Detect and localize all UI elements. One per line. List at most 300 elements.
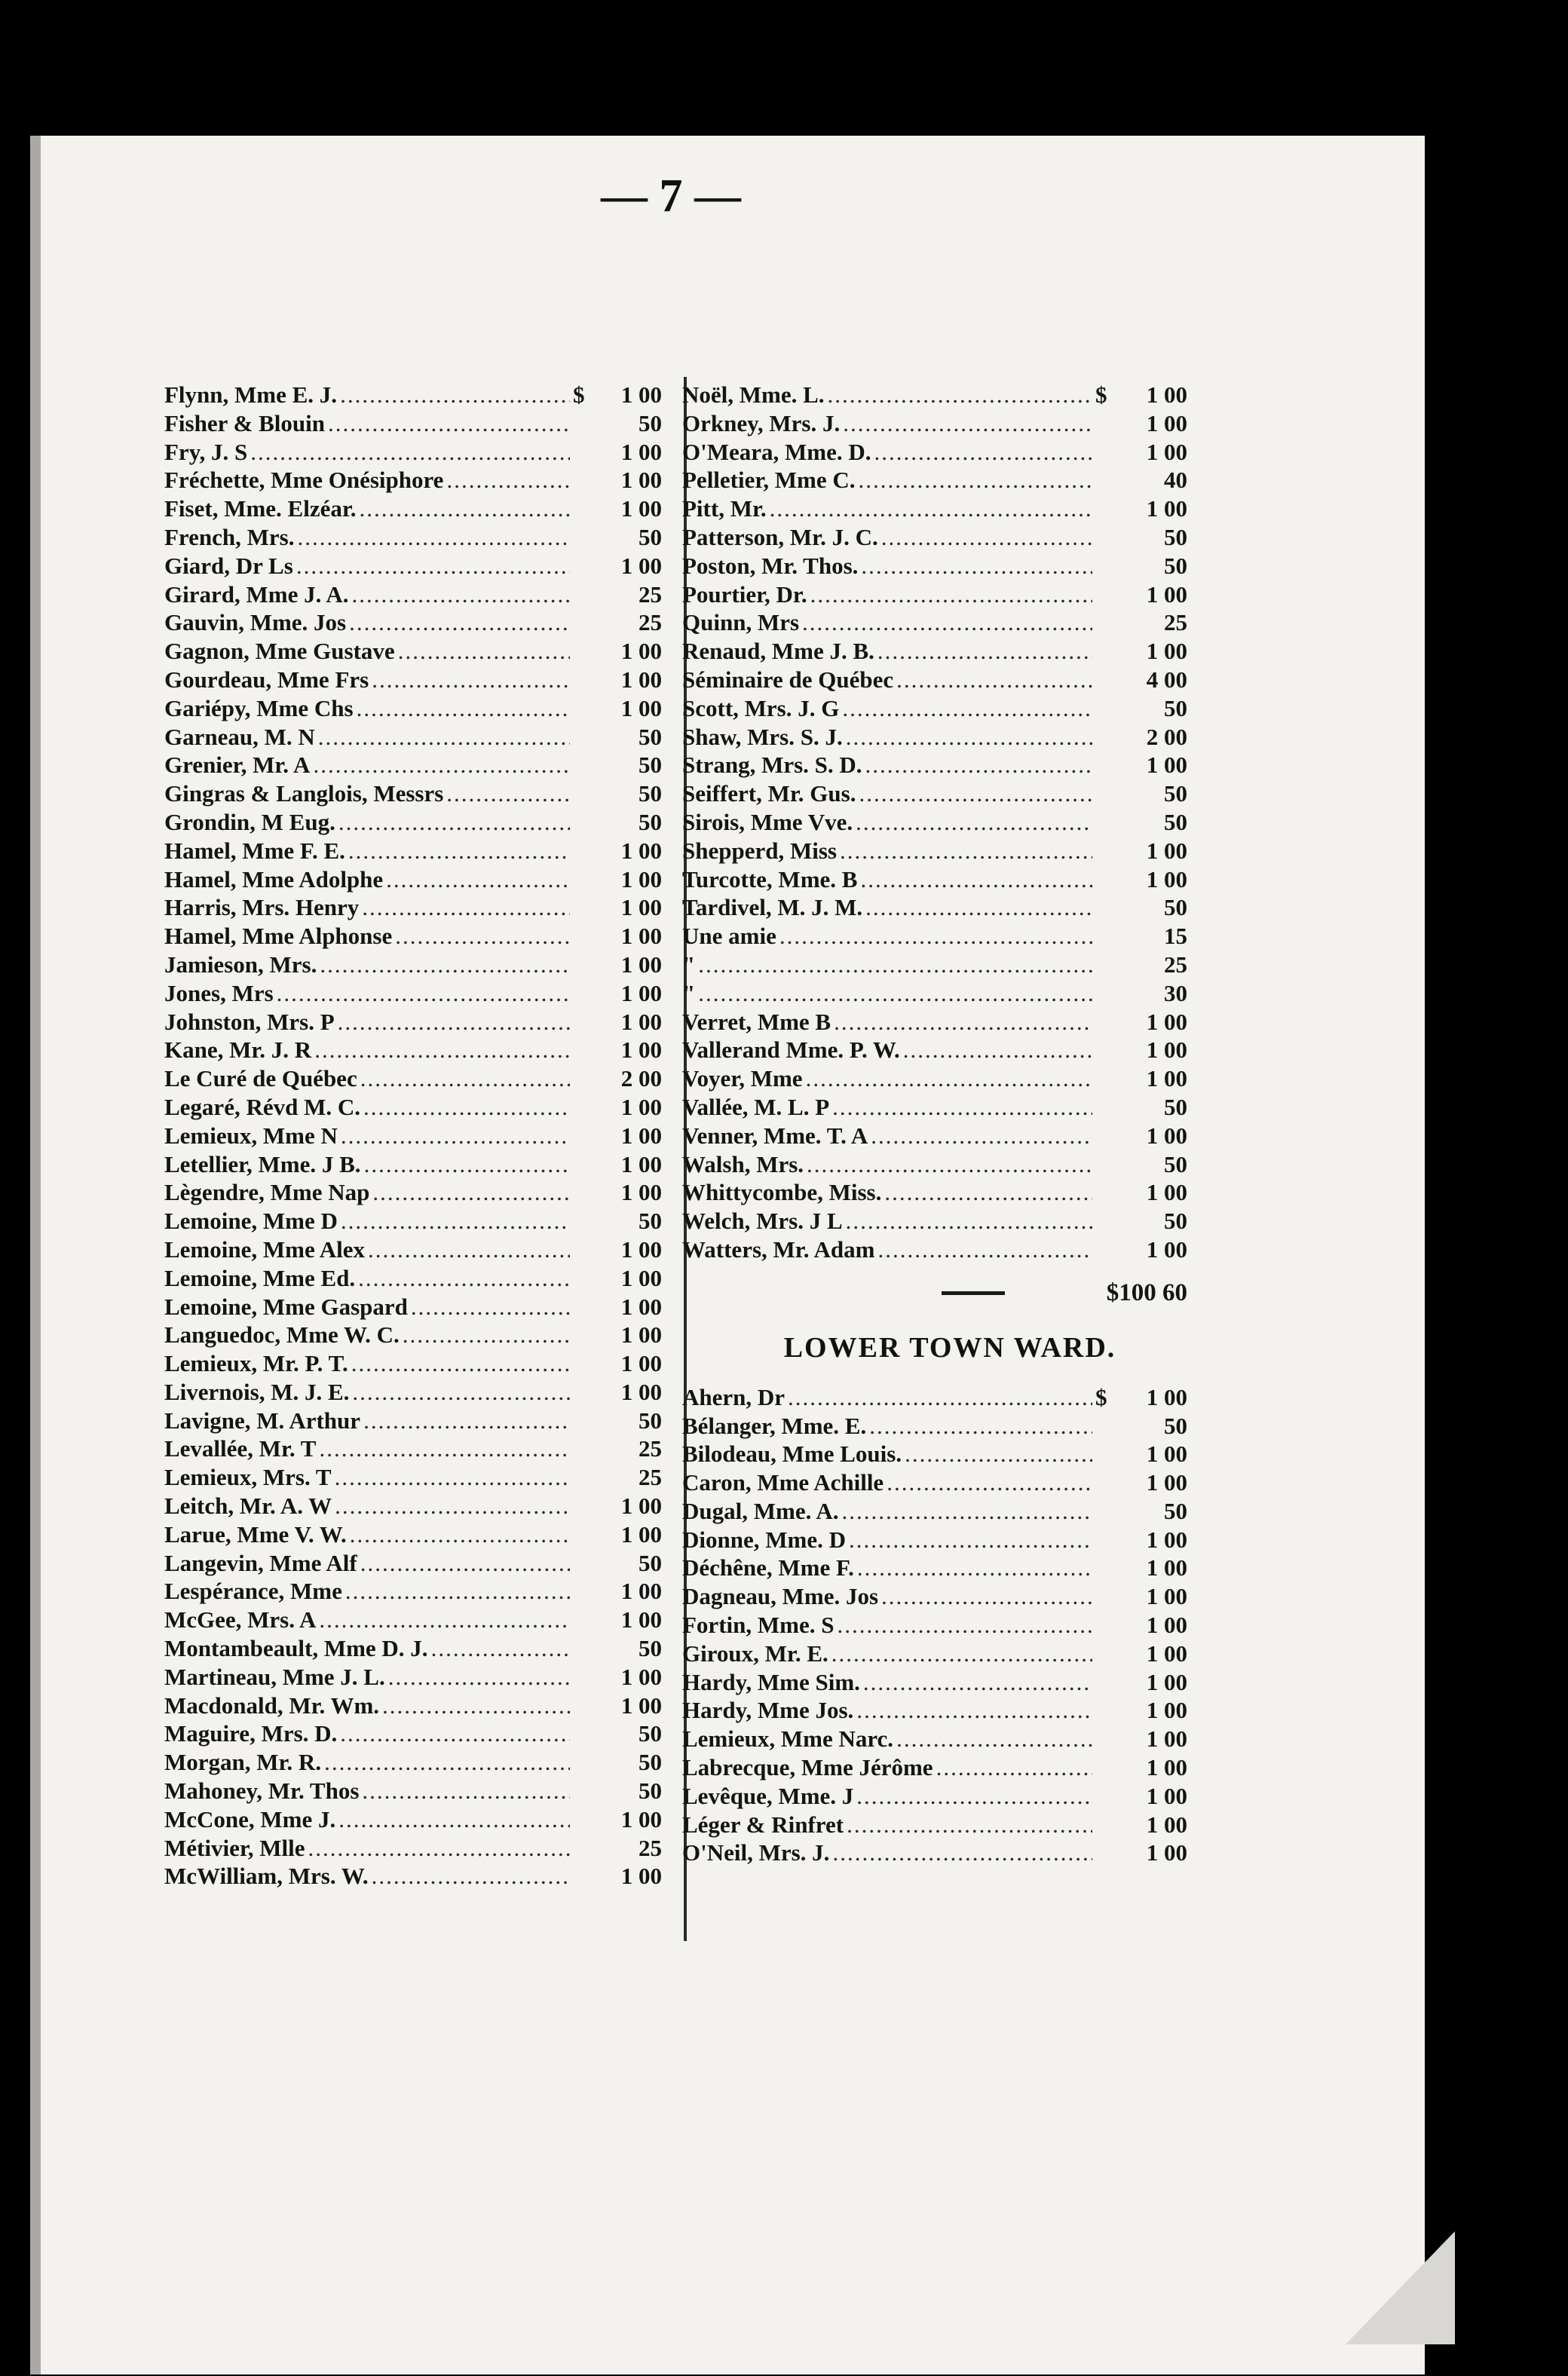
dot-leader [411, 1293, 570, 1321]
amount: 50 [639, 780, 662, 807]
amount: 50 [639, 808, 662, 835]
amount: 1 00 [620, 1350, 662, 1377]
amount: 25 [639, 580, 662, 608]
list-item [682, 837, 1187, 865]
subscriber-name: Pelletier, Mme C. [682, 467, 856, 494]
subscriber-name: Lespérance, Mme [164, 1578, 342, 1605]
right-column-bottom-list [682, 1383, 1187, 1868]
subscriber-name: Gingras & Langlois, Messrs [164, 780, 444, 807]
list-item [164, 1634, 662, 1663]
dot-leader [887, 1468, 1092, 1497]
subscriber-name: Verret, Mme B [682, 1008, 831, 1035]
subscriber-name: Ahern, Dr [682, 1383, 786, 1410]
amount: 1 00 [620, 1692, 662, 1719]
amount: 1 00 [1146, 1526, 1187, 1553]
dot-leader [328, 409, 570, 438]
list-item [682, 381, 1187, 409]
subscriber-name: O'Neil, Mrs. J. [682, 1839, 830, 1866]
dot-leader [861, 552, 1092, 580]
list-item [164, 1264, 662, 1293]
subscriber-name: Dagneau, Mme. Jos [682, 1583, 879, 1610]
amount: 1 00 [620, 381, 662, 408]
list-item [682, 1753, 1187, 1782]
dot-leader [807, 1150, 1092, 1179]
dot-leader [842, 694, 1092, 723]
amount: 1 00 [1146, 1668, 1187, 1695]
amount: 1 00 [1146, 638, 1187, 665]
dot-leader [338, 808, 570, 837]
amount: 50 [1164, 894, 1187, 921]
left-column [164, 381, 662, 1891]
subscriber-name: Letellier, Mme. J B. [164, 1150, 361, 1177]
subscriber-name: Dugal, Mme. A. [682, 1497, 839, 1524]
dot-leader [936, 1753, 1092, 1782]
amount: 4 00 [1146, 666, 1187, 693]
amount: 1 00 [1146, 1583, 1187, 1610]
subscriber-name: Vallerand Mme. P. W. [682, 1036, 900, 1064]
amount: 1 00 [1146, 1008, 1187, 1035]
subscriber-name: Lemoine, Mme D [164, 1208, 338, 1235]
dot-leader [357, 694, 570, 723]
list-item [682, 751, 1187, 779]
list-item [682, 1440, 1187, 1468]
subscriber-name: Noël, Mme. L. [682, 381, 825, 408]
dot-leader [358, 1264, 570, 1293]
amount: 1 00 [620, 1378, 662, 1405]
amount: 1 00 [620, 1008, 662, 1035]
list-item [164, 1235, 662, 1264]
dot-leader [395, 922, 570, 951]
list-item [164, 1321, 662, 1349]
subscriber-name: Lemoine, Mme Ed. [164, 1264, 356, 1291]
list-item [682, 1036, 1187, 1064]
amount: 15 [1164, 923, 1187, 950]
subscriber-name: Leitch, Mr. A. W [164, 1493, 332, 1520]
dot-leader [832, 1839, 1092, 1867]
amount: 1 00 [620, 1235, 662, 1263]
amount: 1 00 [620, 1122, 662, 1149]
list-item [164, 552, 662, 580]
amount: 1 00 [620, 1264, 662, 1291]
list-item [164, 694, 662, 723]
subscriber-name: Shepperd, Miss [682, 837, 837, 864]
subscriber-name: Legaré, Révd M. C. [164, 1093, 360, 1120]
amount: 1 00 [620, 923, 662, 950]
subscriber-name: Orkney, Mrs. J. [682, 409, 841, 436]
dot-leader [341, 1122, 570, 1150]
list-item [164, 1064, 662, 1093]
subscriber-name: Watters, Mr. Adam [682, 1235, 875, 1263]
dot-leader [840, 837, 1092, 865]
list-item [164, 381, 662, 409]
dollar-sign: $ [1095, 381, 1107, 408]
list-item [682, 409, 1187, 438]
list-item [682, 808, 1187, 837]
dollar-sign: $ [573, 381, 585, 408]
subscriber-name: Gagnon, Mme Gustave [164, 638, 395, 665]
amount: 1 00 [620, 438, 662, 465]
amount: 1 00 [1146, 837, 1187, 864]
amount: 1 00 [1146, 1441, 1187, 1468]
subscriber-name: Montambeault, Mme D. J. [164, 1635, 428, 1662]
subscriber-name: Sirois, Mme Vve. [682, 808, 853, 835]
list-item [164, 1577, 662, 1606]
subscriber-name: " [682, 951, 696, 978]
dot-leader [847, 1811, 1092, 1839]
subscriber-name: Hardy, Mme Sim. [682, 1668, 860, 1695]
subscriber-name: Lemoine, Mme Alex [164, 1235, 366, 1263]
subscriber-name: Métivier, Mlle [164, 1834, 305, 1861]
dot-leader [314, 1036, 570, 1064]
list-item [682, 438, 1187, 467]
amount: 2 00 [1146, 723, 1187, 750]
amount: 1 00 [620, 865, 662, 893]
amount: 50 [639, 723, 662, 750]
list-item [682, 1696, 1187, 1725]
subscriber-name: Johnston, Mrs. P [164, 1008, 335, 1035]
amount: 1 00 [1146, 580, 1187, 608]
amount: 1 00 [1146, 1612, 1187, 1639]
dot-leader [382, 1692, 570, 1720]
list-item [164, 1008, 662, 1036]
amount: 50 [639, 409, 662, 436]
subscriber-name: Giroux, Mr. E. [682, 1640, 828, 1667]
subscriber-name: Jones, Mrs [164, 979, 274, 1006]
dot-leader [348, 837, 570, 865]
list-item [682, 1725, 1187, 1753]
list-item [682, 552, 1187, 580]
amount: 1 00 [1146, 1782, 1187, 1809]
dot-leader [881, 1582, 1092, 1611]
amount: 1 00 [620, 1179, 662, 1206]
list-item [164, 837, 662, 865]
subscriber-name: O'Meara, Mme. D. [682, 438, 871, 465]
dot-leader [340, 381, 570, 409]
dot-leader [372, 1178, 570, 1207]
amount: 1 00 [620, 1578, 662, 1605]
subscriber-name: Hamel, Mme Adolphe [164, 865, 384, 893]
amount: 1 00 [620, 837, 662, 864]
subscriber-name: Lavigne, M. Arthur [164, 1407, 361, 1434]
list-item [682, 723, 1187, 752]
dot-leader [846, 1207, 1092, 1235]
dot-leader [849, 1526, 1092, 1554]
list-item [682, 1122, 1187, 1150]
subscriber-name: Fortin, Mme. S [682, 1612, 835, 1639]
amount: 1 00 [620, 1493, 662, 1520]
list-item [164, 951, 662, 979]
dot-leader [834, 1008, 1092, 1036]
subscriber-name: Flynn, Mme E. J. [164, 381, 338, 408]
list-item [682, 1412, 1187, 1441]
amount: 50 [1164, 808, 1187, 835]
amount: 25 [639, 1834, 662, 1861]
amount: 30 [1164, 979, 1187, 1006]
list-item [682, 1554, 1187, 1582]
dot-leader [360, 494, 570, 523]
subscriber-name: Bélanger, Mme. E. [682, 1412, 867, 1439]
list-item [164, 580, 662, 609]
subscriber-name: Dionne, Mme. D [682, 1526, 846, 1553]
list-item [164, 1492, 662, 1520]
list-item [164, 1207, 662, 1235]
list-item [682, 1611, 1187, 1640]
subscriber-name: Renaud, Mme J. B. [682, 638, 874, 665]
list-item [682, 1468, 1187, 1497]
dot-leader [341, 1207, 570, 1235]
dot-leader [386, 865, 570, 894]
subscriber-name: Vallée, M. L. P [682, 1093, 830, 1120]
subscriber-name: McGee, Mrs. A [164, 1606, 317, 1634]
page-corner-fold [1346, 2231, 1455, 2344]
list-item [164, 1862, 662, 1891]
dot-leader [318, 723, 570, 752]
subscriber-name: Kane, Mr. J. R [164, 1036, 312, 1064]
subscriber-name: Strang, Mrs. S. D. [682, 752, 862, 779]
list-item [682, 865, 1187, 894]
list-item [682, 1497, 1187, 1526]
subscriber-name: McWilliam, Mrs. W. [164, 1863, 369, 1890]
amount: 50 [1164, 523, 1187, 550]
subscriber-name: Fisher & Blouin [164, 409, 326, 436]
list-item [682, 922, 1187, 951]
subtotal-line [682, 1267, 1187, 1320]
list-item [164, 409, 662, 438]
amount: 50 [639, 523, 662, 550]
amount: 25 [639, 1435, 662, 1462]
dot-leader [865, 893, 1092, 922]
dot-leader [903, 1036, 1092, 1064]
subscriber-name: Venner, Mme. T. A [682, 1122, 868, 1149]
amount: 1 00 [620, 666, 662, 693]
amount: 1 00 [1146, 495, 1187, 522]
amount: 1 00 [620, 1150, 662, 1177]
amount: 2 00 [620, 1065, 662, 1092]
dot-leader [324, 1748, 570, 1777]
dot-leader [388, 1663, 570, 1692]
amount: 25 [1164, 609, 1187, 636]
dot-leader [860, 865, 1092, 894]
amount: 1 00 [620, 894, 662, 921]
list-item [682, 580, 1187, 609]
subscriber-name: Levêque, Mme. J [682, 1782, 854, 1809]
subscriber-name: Tardivel, M. J. M. [682, 894, 863, 921]
list-item [164, 1093, 662, 1122]
dot-leader [368, 1235, 570, 1264]
list-item [682, 666, 1187, 694]
dot-leader [871, 1122, 1092, 1150]
amount: 1 00 [620, 638, 662, 665]
dot-leader [362, 893, 570, 922]
dot-leader [779, 922, 1092, 951]
subscriber-name: Lègendre, Mme Nap [164, 1179, 370, 1206]
dot-leader [363, 1407, 570, 1435]
amount: 1 00 [620, 1036, 662, 1064]
amount: 1 00 [620, 979, 662, 1006]
section-heading: LOWER TOWN WARD. [783, 1331, 1116, 1364]
list-item [682, 1150, 1187, 1179]
subscriber-name: Jamieson, Mrs. [164, 951, 317, 978]
dot-leader [698, 979, 1092, 1008]
amount: 50 [639, 1208, 662, 1235]
subscriber-name: Lemieux, Mr. P. T. [164, 1350, 348, 1377]
subscriber-name: Fréchette, Mme Onésiphore [164, 467, 444, 494]
dot-leader [856, 1696, 1092, 1725]
list-item [682, 1811, 1187, 1839]
subscriber-name: Pourtier, Dr. [682, 580, 807, 608]
dot-leader [846, 723, 1092, 752]
list-item [164, 1349, 662, 1378]
right-column-top-list [682, 381, 1187, 1264]
subscriber-name: Lemieux, Mme Narc. [682, 1725, 894, 1753]
subscriber-name: Turcotte, Mme. B [682, 865, 858, 893]
dot-leader [874, 438, 1092, 467]
list-item [164, 723, 662, 752]
dot-leader [806, 1064, 1092, 1093]
list-item [682, 951, 1187, 979]
list-item [682, 1640, 1187, 1668]
list-item [682, 1008, 1187, 1036]
list-item [682, 1526, 1187, 1554]
dot-leader [403, 1321, 570, 1349]
list-item [682, 608, 1187, 637]
amount: 1 00 [620, 1520, 662, 1548]
amount: 25 [639, 1464, 662, 1491]
amount: 50 [639, 1635, 662, 1662]
subscriber-name: Bilodeau, Mme Louis. [682, 1441, 902, 1468]
list-item [164, 808, 662, 837]
subscriber-name: McCone, Mme J. [164, 1805, 336, 1833]
dot-leader [250, 438, 570, 467]
subscriber-name: Macdonald, Mr. Wm. [164, 1692, 380, 1719]
list-item [682, 1668, 1187, 1697]
amount: 25 [1164, 951, 1187, 978]
dot-leader [340, 1719, 570, 1748]
amount: 50 [1164, 1497, 1187, 1524]
list-item [682, 1383, 1187, 1412]
amount: 1 00 [620, 951, 662, 978]
list-item [164, 1150, 662, 1179]
subscriber-name: Caron, Mme Achille [682, 1469, 884, 1496]
list-item [682, 1093, 1187, 1122]
list-item [682, 523, 1187, 552]
dot-leader [828, 381, 1092, 409]
dot-leader [313, 751, 570, 779]
subscriber-name: Langevin, Mme Alf [164, 1549, 357, 1576]
dot-leader [856, 808, 1092, 837]
subscriber-name: Déchêne, Mme F. [682, 1554, 854, 1581]
dot-leader [349, 608, 570, 637]
list-item [164, 1178, 662, 1207]
amount: 50 [1164, 1208, 1187, 1235]
list-item [164, 979, 662, 1008]
amount: 1 00 [1146, 1469, 1187, 1496]
amount: 1 00 [1146, 1235, 1187, 1263]
list-item [164, 1777, 662, 1805]
dot-leader [308, 1834, 570, 1863]
amount: 50 [1164, 1150, 1187, 1177]
dot-leader [364, 1150, 570, 1179]
list-item [682, 1782, 1187, 1811]
dot-leader [398, 637, 570, 666]
subscriber-name: Pitt, Mr. [682, 495, 767, 522]
subscriber-name: Whittycombe, Miss. [682, 1179, 882, 1206]
subscriber-name: Walsh, Mrs. [682, 1150, 804, 1177]
subscriber-name: Lemoine, Mme Gaspard [164, 1293, 408, 1320]
amount: 1 00 [1146, 1122, 1187, 1149]
dot-leader [320, 951, 570, 979]
amount: 1 00 [1146, 1383, 1187, 1410]
list-item [164, 1293, 662, 1321]
subscriber-name: Grenier, Mr. A [164, 752, 311, 779]
subscriber-name: Une amie [682, 923, 776, 950]
amount: 1 00 [1146, 1640, 1187, 1667]
dot-leader [350, 1520, 570, 1549]
subscriber-name: Harris, Mrs. Henry [164, 894, 360, 921]
subscriber-name: Hamel, Mme Alphonse [164, 923, 393, 950]
list-item [164, 922, 662, 951]
list-item [164, 865, 662, 894]
list-item [164, 1520, 662, 1549]
subscriber-name: Girard, Mme J. A. [164, 580, 349, 608]
list-item [682, 1178, 1187, 1207]
amount: 1 00 [1146, 1554, 1187, 1581]
list-item [164, 466, 662, 494]
subscriber-name: Welch, Mrs. J L [682, 1208, 843, 1235]
list-item [682, 1582, 1187, 1611]
amount: 50 [639, 1720, 662, 1747]
subscriber-name: Morgan, Mr. R. [164, 1749, 322, 1776]
list-item [682, 694, 1187, 723]
amount: 50 [1164, 780, 1187, 807]
dot-leader [859, 466, 1092, 494]
amount: 1 00 [1146, 1065, 1187, 1092]
amount: 1 00 [1146, 1697, 1187, 1724]
amount: 40 [1164, 467, 1187, 494]
amount: 1 00 [1146, 1754, 1187, 1781]
dot-leader [810, 580, 1092, 609]
list-item [164, 1805, 662, 1834]
dot-leader [832, 1093, 1092, 1122]
dot-leader [842, 1497, 1092, 1526]
amount: 1 00 [1146, 1725, 1187, 1753]
subscriber-name: Labrecque, Mme Jérôme [682, 1754, 933, 1781]
list-item [682, 779, 1187, 808]
dot-leader [881, 523, 1092, 552]
dot-leader [372, 1862, 570, 1891]
dot-leader [297, 523, 570, 552]
amount: 1 00 [1146, 438, 1187, 465]
list-item [164, 608, 662, 637]
amount: 1 00 [620, 1805, 662, 1833]
right-column [682, 381, 1187, 1867]
subtotal-amount: $100 60 [1106, 1279, 1187, 1307]
subscriber-name: Levallée, Mr. T [164, 1435, 317, 1462]
subscriber-name: Poston, Mr. Thos. [682, 552, 859, 579]
dot-leader [363, 1093, 570, 1122]
subscriber-name: Garneau, M. N [164, 723, 315, 750]
dot-leader [335, 1492, 570, 1520]
subscriber-name: Hamel, Mme F. E. [164, 837, 345, 864]
subscriber-name: Maguire, Mrs. D. [164, 1720, 338, 1747]
list-item [164, 523, 662, 552]
subscriber-name: Hardy, Mme Jos. [682, 1697, 854, 1724]
dot-leader [362, 1777, 570, 1805]
subscriber-name: French, Mrs. [164, 523, 295, 550]
list-item [164, 1606, 662, 1634]
dot-leader [843, 409, 1092, 438]
dot-leader [351, 1349, 570, 1378]
